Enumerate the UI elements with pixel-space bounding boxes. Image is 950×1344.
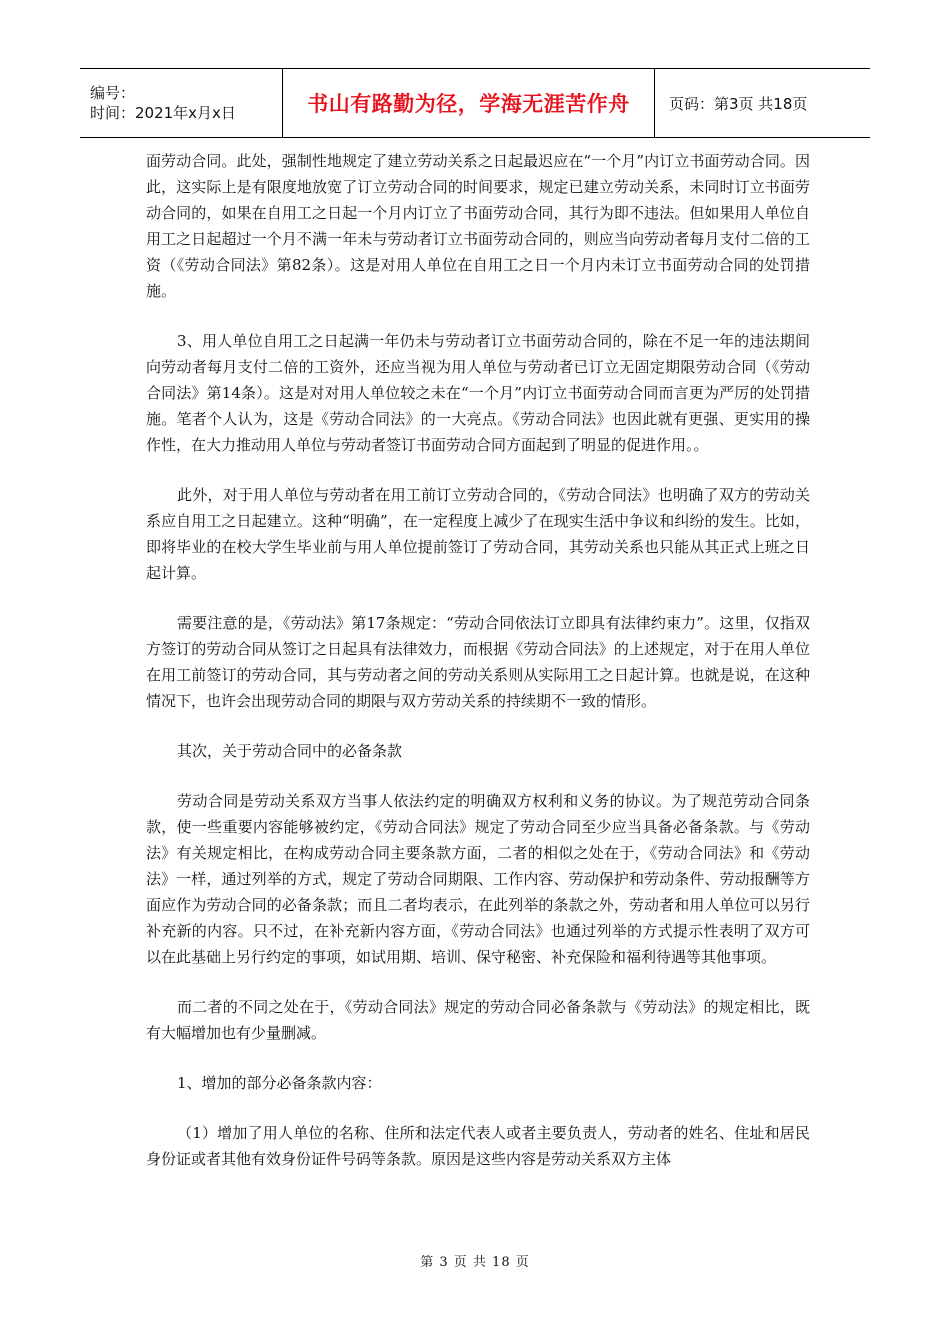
subsection-heading: 1、增加的部分必备条款内容： bbox=[177, 1074, 382, 1092]
body-paragraph: 劳动合同是劳动关系双方当事人依法约定的明确双方权利和义务的协议。为了规范劳动合同条款，使一些重要内容能够被约定，《劳动合同法》规定了劳动合同至少应当具备必备条款。与《劳动法》有关规定相比，在构成劳动合同主要条款方面，二者的相似之处在于，《劳动合同法》和《劳动法》一样，通过列举的方式，规定了劳动合同期限、工作内容、劳动保护和劳动条件、劳动报酬等方面应作为劳动合同的必备条款；而且二者均表示，在此列举的条款之外，劳动者和用人单位可以另行补充新的内容。只不过，在补充新内容方面，《劳动合同法》也通过列举的方式提示性表明了双方可以在此基础上另行约定的事项，如试用期、培训、保守秘密、补充保险和福利待遇等其他事项。 bbox=[146, 792, 810, 966]
document-body bbox=[146, 148, 810, 1196]
page-footer: 第 3 页 共 18 页 bbox=[420, 1255, 530, 1270]
header-meta bbox=[80, 69, 283, 137]
body-paragraph: 此外，对于用人单位与劳动者在用工前订立劳动合同的，《劳动合同法》也明确了双方的劳动关系应自用工之日起建立。这种“明确”，在一定程度上减少了在现实生活中争议和纠纷的发生。比如，即将毕业的在校大学生毕业前与用人单位提前签订了劳动合同，其劳动关系也只能从其正式上班之日起计算。 bbox=[146, 486, 810, 582]
body-paragraph: （1）增加了用人单位的名称、住所和法定代表人或者主要负责人，劳动者的姓名、住址和居民身份证或者其他有效身份证件号码等条款。原因是这些内容是劳动关系双方主体 bbox=[146, 1124, 810, 1168]
body-paragraph: 3、用人单位自用工之日起满一年仍未与劳动者订立书面劳动合同的，除在不足一年的违法期间向劳动者每月支付二倍的工资外，还应当视为用人单位与劳动者已订立无固定期限劳动合同（《劳动合同法》第14条）。这是对对用人单位较之未在“一个月”内订立书面劳动合同而言更为严厉的处罚措施。笔者个人认为，这是《劳动合同法》的一大亮点。《劳动合同法》也因此就有更强、更实用的操作性，在大力推动用人单位与劳动者签订书面劳动合同方面起到了明显的促进作用。。 bbox=[146, 332, 810, 454]
page-header bbox=[80, 68, 870, 138]
header-page-info: 页码：第3页 共18页 bbox=[669, 94, 808, 113]
body-paragraph: 需要注意的是，《劳动法》第17条规定：“劳动合同依法订立即具有法律约束力”。这里，仅指双方签订的劳动合同从签订之日起具有法律效力，而根据《劳动合同法》的上述规定，对于在用人单位在用工前签订的劳动合同，其与劳动者之间的劳动关系则从实际用工之日起计算。也就是说，在这种情况下，也许会出现劳动合同的期限与双方劳动关系的持续期不一致的情形。 bbox=[146, 614, 810, 710]
header-motto: 书山有路勤为径，学海无涯苦作舟 bbox=[283, 69, 655, 137]
section-heading: 其次，关于劳动合同中的必备条款 bbox=[177, 742, 403, 760]
document-date: 时间：2021年x月x日 bbox=[90, 104, 236, 122]
body-paragraph: 而二者的不同之处在于，《劳动合同法》规定的劳动合同必备条款与《劳动法》的规定相比，既有大幅增加也有少量删减。 bbox=[146, 998, 810, 1042]
document-number-label: 编号： bbox=[90, 84, 136, 102]
body-paragraph-continuation: 面劳动合同。此处，强制性地规定了建立劳动关系之日起最迟应在“一个月”内订立书面劳动合同。因此，这实际上是有限度地放宽了订立劳动合同的时间要求，规定已建立劳动关系，未同时订立书面劳动合同的，如果在自用工之日起一个月内订立了书面劳动合同，其行为即不违法。但如果用人单位自用工之日起超过一个月不满一年未与劳动者订立书面劳动合同的，则应当向劳动者每月支付二倍的工资（《劳动合同法》第82条）。这是对用人单位在自用工之日一个月内未订立书面劳动合同的处罚措施。 bbox=[146, 152, 810, 300]
